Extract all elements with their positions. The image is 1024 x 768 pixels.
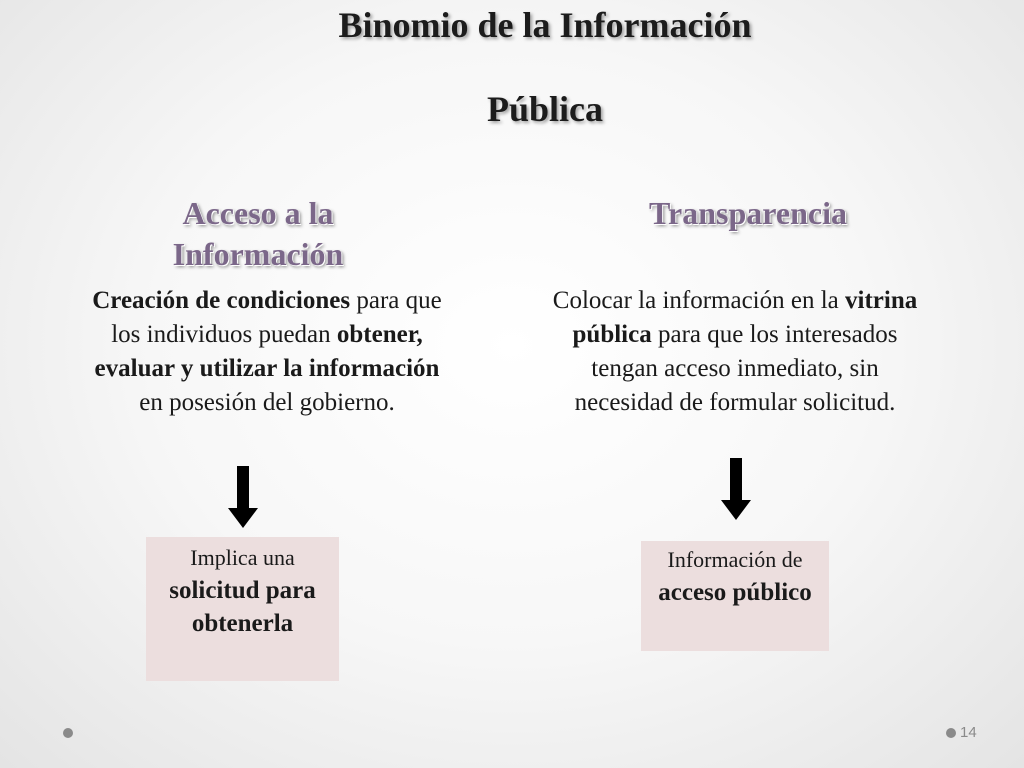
text-segment: para que los interesados tengan acceso inmediato, sin necesidad de formular solicitud.: [574, 321, 898, 416]
transparencia-description: [545, 284, 925, 420]
heading-acceso: Acceso a la Información: [172, 195, 344, 272]
slide-number: 14: [960, 724, 977, 741]
acceso-publico-box: [641, 541, 829, 651]
heading-transparencia: Transparencia: [649, 195, 847, 231]
arrow-down-icon: [719, 458, 753, 522]
bullet-dot-icon: [63, 728, 73, 738]
solicitud-box: [146, 537, 339, 681]
text-segment: Implica una: [190, 545, 295, 570]
bold-text-segment: acceso público: [658, 579, 812, 606]
bold-text-segment: solicitud para obtenerla: [169, 577, 316, 637]
bold-text-segment: Creación de condiciones: [92, 287, 351, 314]
text-segment: para que los individuos puedan: [111, 287, 442, 348]
text-segment: Colocar la información en la: [552, 287, 846, 314]
arrow-down-icon: [226, 466, 260, 530]
bold-text-segment: obtener, evaluar y utilizar la información: [94, 321, 440, 382]
text-segment: Información de: [667, 547, 803, 572]
slide-title: Binomio de la Información: [338, 5, 752, 45]
text-segment: en posesión del gobierno.: [139, 389, 395, 416]
bullet-dot-icon: [946, 728, 956, 738]
slide-title-continuation: Pública: [486, 89, 603, 129]
bold-text-segment: vitrina pública: [572, 287, 918, 348]
acceso-description: [92, 284, 442, 420]
